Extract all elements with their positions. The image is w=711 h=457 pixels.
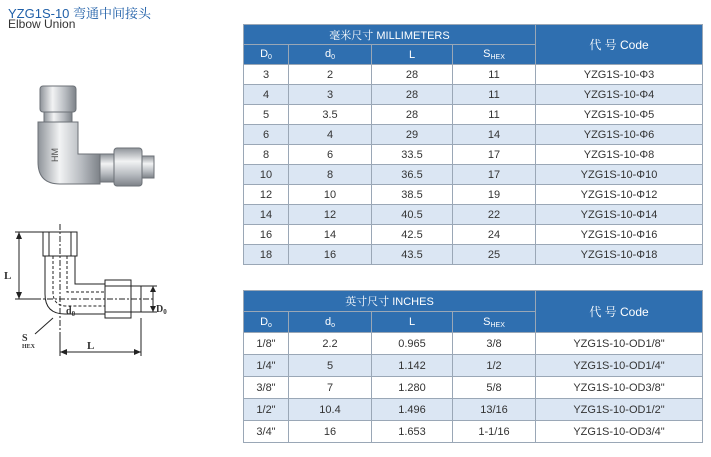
table-cell: 10: [289, 185, 372, 205]
table-cell: 24: [453, 225, 536, 245]
table-row: [244, 205, 703, 225]
table-cell: 5: [244, 105, 289, 125]
table-cell: 16: [289, 421, 372, 443]
table-cell: 6: [244, 125, 289, 145]
table-cell: YZG1S-10-Φ6: [536, 125, 703, 145]
table-row: [244, 185, 703, 205]
inches-table: [243, 290, 703, 443]
table-cell: YZG1S-10-Φ5: [536, 105, 703, 125]
table-cell: 3/8": [244, 377, 289, 399]
mm-col-d: $d_0$: [289, 45, 372, 65]
mm-col-shex: $S_{HEX}$: [453, 45, 536, 65]
table-cell: 0.965: [372, 333, 453, 355]
page-title: YZG1S-10 弯通中间接头: [8, 6, 152, 21]
page-subtitle: Elbow Union: [8, 17, 76, 31]
table-cell: 8: [289, 165, 372, 185]
table-cell: YZG1S-10-Φ16: [536, 225, 703, 245]
table-cell: 3: [289, 85, 372, 105]
table-cell: 10: [244, 165, 289, 185]
table-cell: 3.5: [289, 105, 372, 125]
table-row: [244, 125, 703, 145]
table-cell: 1.280: [372, 377, 453, 399]
table-cell: YZG1S-10-OD1/2": [536, 399, 703, 421]
table-cell: 40.5: [372, 205, 453, 225]
mm-col-l: L: [372, 45, 453, 65]
table-cell: YZG1S-10-OD1/4": [536, 355, 703, 377]
table-cell: YZG1S-10-Φ8: [536, 145, 703, 165]
table-cell: 1.496: [372, 399, 453, 421]
inch-col-d0: $D_o$: [244, 312, 289, 333]
table-cell: 11: [453, 85, 536, 105]
table-cell: 1.142: [372, 355, 453, 377]
table-cell: 38.5: [372, 185, 453, 205]
table-cell: 8: [244, 145, 289, 165]
inch-code-header: 代 号 Code: [536, 291, 703, 333]
table-cell: YZG1S-10-Φ10: [536, 165, 703, 185]
inch-table-body: [244, 333, 703, 443]
mm-code-header: 代 号 Code: [536, 25, 703, 65]
table-cell: 25: [453, 245, 536, 265]
table-cell: 6: [289, 145, 372, 165]
mm-col-d0: $D_0$: [244, 45, 289, 65]
table-cell: 17: [453, 165, 536, 185]
table-cell: 16: [289, 245, 372, 265]
table-cell: YZG1S-10-Φ4: [536, 85, 703, 105]
table-cell: 13/16: [453, 399, 536, 421]
table-cell: 12: [244, 185, 289, 205]
drawing-label-s-hex: S HEX: [22, 333, 36, 350]
inch-col-shex: $S_{HEX}$: [453, 312, 536, 333]
drawing-label-D0: $D_0$: [156, 304, 167, 316]
table-cell: YZG1S-10-OD3/4": [536, 421, 703, 443]
table-cell: 14: [453, 125, 536, 145]
inch-group-header: 英寸尺寸 INCHES: [244, 291, 536, 312]
table-cell: 18: [244, 245, 289, 265]
table-row: [244, 245, 703, 265]
table-cell: 29: [372, 125, 453, 145]
table-cell: 1/4": [244, 355, 289, 377]
table-row: [244, 145, 703, 165]
table-cell: 11: [453, 65, 536, 85]
table-row: [244, 65, 703, 85]
table-cell: 1/2": [244, 399, 289, 421]
table-row: [244, 377, 703, 399]
table-row: [244, 421, 703, 443]
table-row: [244, 165, 703, 185]
table-cell: 4: [289, 125, 372, 145]
table-cell: 28: [372, 105, 453, 125]
table-cell: 12: [289, 205, 372, 225]
table-cell: 16: [244, 225, 289, 245]
table-cell: 22: [453, 205, 536, 225]
table-cell: 14: [289, 225, 372, 245]
table-row: [244, 105, 703, 125]
table-cell: 33.5: [372, 145, 453, 165]
mm-table-body: [244, 65, 703, 265]
table-cell: 11: [453, 105, 536, 125]
drawing-label-l-vertical: L: [4, 270, 12, 282]
table-cell: YZG1S-10-Φ12: [536, 185, 703, 205]
table-row: [244, 333, 703, 355]
drawing-label-l-horizontal: L: [87, 340, 95, 352]
table-cell: YZG1S-10-OD3/8": [536, 377, 703, 399]
mm-group-header: 毫米尺寸 MILLIMETERS: [244, 25, 536, 45]
table-row: [244, 85, 703, 105]
table-row: [244, 399, 703, 421]
table-cell: 19: [453, 185, 536, 205]
millimeters-table: [243, 24, 703, 265]
table-cell: 36.5: [372, 165, 453, 185]
table-cell: 3/4": [244, 421, 289, 443]
table-cell: YZG1S-10-Φ14: [536, 205, 703, 225]
table-cell: 4: [244, 85, 289, 105]
table-cell: 5: [289, 355, 372, 377]
table-cell: 5/8: [453, 377, 536, 399]
table-cell: 14: [244, 205, 289, 225]
table-cell: YZG1S-10-OD1/8": [536, 333, 703, 355]
table-cell: 1/2: [453, 355, 536, 377]
table-row: [244, 355, 703, 377]
drawing-label-d0: $d_0$: [66, 306, 76, 318]
table-cell: 1.653: [372, 421, 453, 443]
table-cell: YZG1S-10-Φ3: [536, 65, 703, 85]
table-cell: 2: [289, 65, 372, 85]
table-cell: 3/8: [453, 333, 536, 355]
svg-text:HM: HM: [50, 148, 60, 162]
table-cell: 28: [372, 85, 453, 105]
elbow-union-photo: [30, 84, 160, 189]
elbow-union-drawing: [5, 222, 240, 362]
table-cell: 7: [289, 377, 372, 399]
inch-col-l: L: [372, 312, 453, 333]
table-cell: 10.4: [289, 399, 372, 421]
table-row: [244, 225, 703, 245]
table-cell: 1/8": [244, 333, 289, 355]
table-cell: 17: [453, 145, 536, 165]
table-cell: 28: [372, 65, 453, 85]
table-cell: 3: [244, 65, 289, 85]
table-cell: YZG1S-10-Φ18: [536, 245, 703, 265]
table-cell: 42.5: [372, 225, 453, 245]
table-cell: 43.5: [372, 245, 453, 265]
table-cell: 2.2: [289, 333, 372, 355]
table-cell: 1-1/16: [453, 421, 536, 443]
inch-col-d: $d_o$: [289, 312, 372, 333]
